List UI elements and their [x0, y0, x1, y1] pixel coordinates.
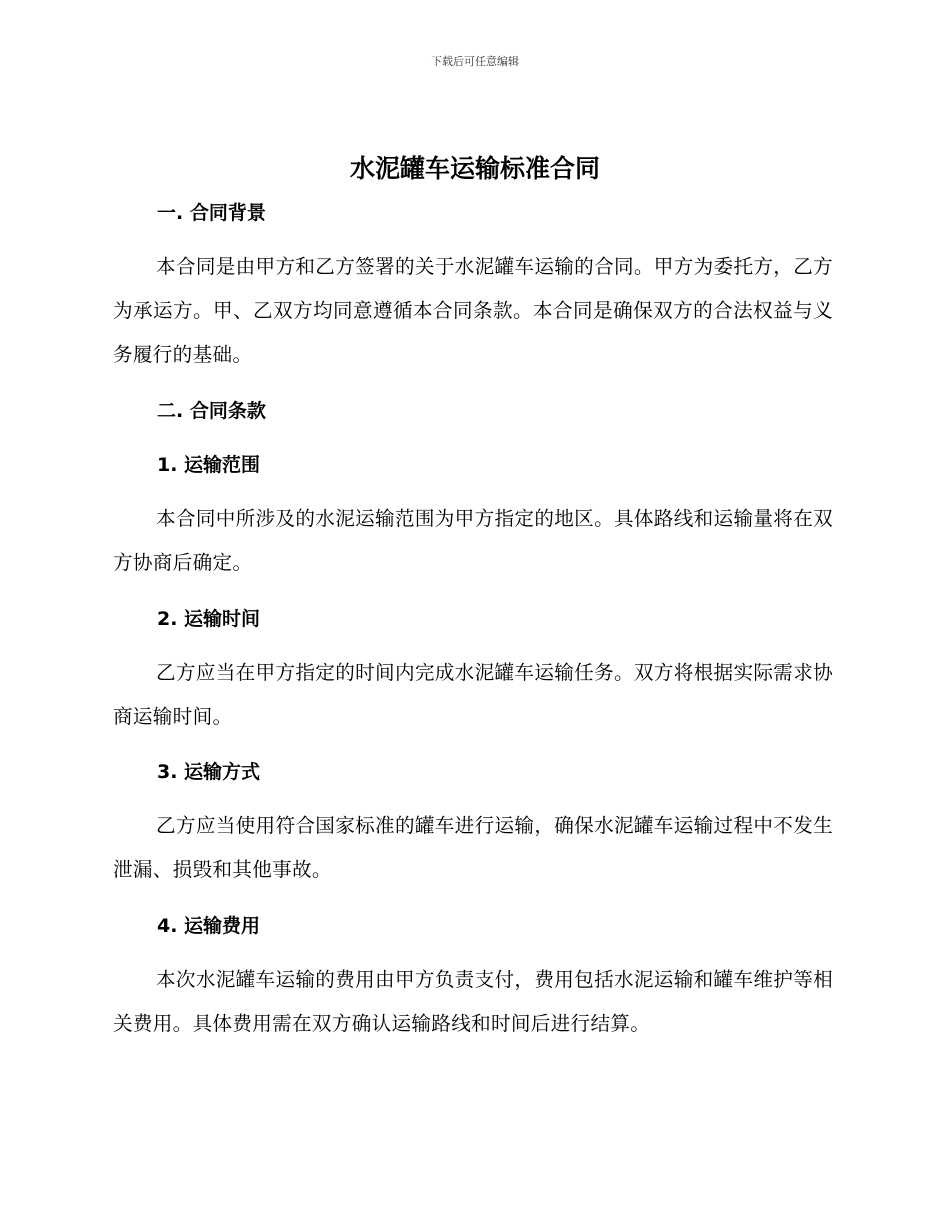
document-title: 水泥罐车运输标准合同 — [349, 154, 600, 183]
section-heading-fees: 4. 运输费用 — [157, 915, 261, 937]
paragraph-scope: 本合同中所涉及的水泥运输范围为甲方指定的地区。具体路线和运输量将在双方协商后确定。 — [113, 507, 833, 574]
section-heading-terms: 二. 合同条款 — [157, 400, 266, 422]
section-heading-time: 2. 运输时间 — [157, 608, 261, 630]
paragraph-fees: 本次水泥罐车运输的费用由甲方负责支付，费用包括水泥运输和罐车维护等相关费用。具体费用需在双方确认运输路线和时间后进行结算。 — [113, 968, 833, 1035]
paragraph-background: 本合同是由甲方和乙方签署的关于水泥罐车运输的合同。甲方为委托方，乙方为承运方。甲、乙双方均同意遵循本合同条款。本合同是确保双方的合法权益与义务履行的基础。 — [113, 255, 833, 366]
header-note: 下载后可任意编辑 — [431, 55, 519, 68]
section-heading-background: 一. 合同背景 — [157, 202, 266, 224]
paragraph-time: 乙方应当在甲方指定的时间内完成水泥罐车运输任务。双方将根据实际需求协商运输时间。 — [113, 661, 833, 728]
section-heading-scope: 1. 运输范围 — [157, 454, 261, 476]
paragraph-method: 乙方应当使用符合国家标准的罐车进行运输，确保水泥罐车运输过程中不发生泄漏、损毁和其他事故。 — [113, 814, 833, 881]
section-heading-method: 3. 运输方式 — [157, 761, 261, 783]
